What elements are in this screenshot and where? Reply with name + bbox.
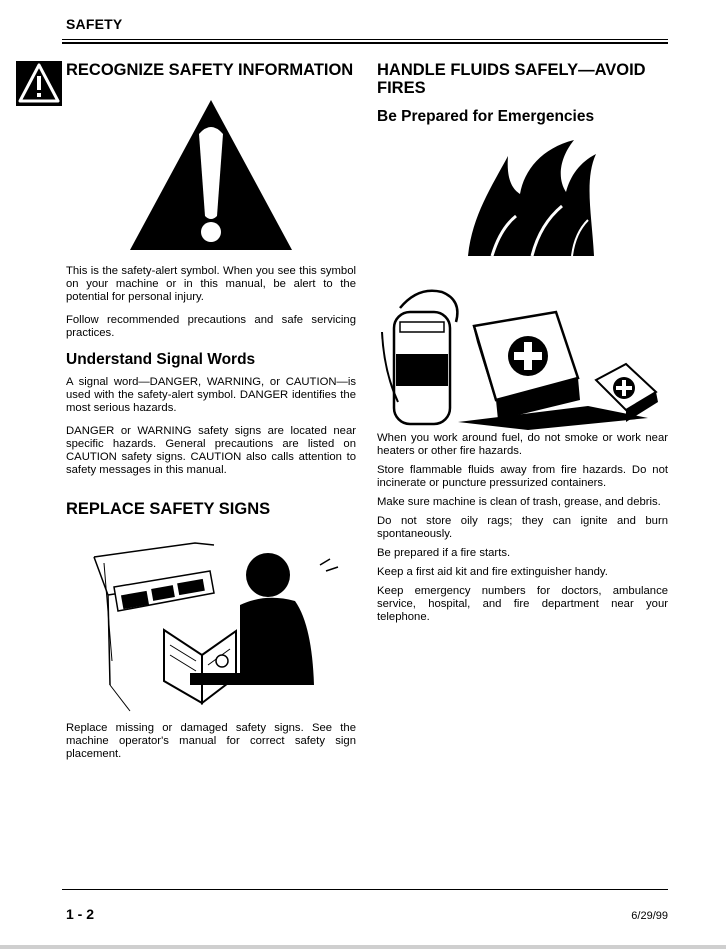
section-header: SAFETY bbox=[66, 16, 123, 32]
signal-words-para-2: DANGER or WARNING safety signs are located near specific hazards. General precautions are listed on CAUTION safety signs. CAUTION also calls attention to safety messages in this manual. bbox=[66, 425, 356, 476]
replace-signs-title: REPLACE SAFETY SIGNS bbox=[66, 500, 271, 518]
fluids-paragraphs bbox=[377, 432, 668, 624]
header-rule-thick bbox=[62, 42, 668, 44]
recognize-para-1: This is the safety-alert symbol. When you see this symbol on your machine or in this manual, be alert to the potential for personal injury. bbox=[66, 265, 356, 303]
header-rule-thin bbox=[62, 39, 668, 40]
safety-alert-icon bbox=[16, 61, 62, 106]
fluids-title-line-2: FIRES bbox=[377, 79, 426, 97]
fluids-para-1: When you work around fuel, do not smoke or work near heaters or other fire hazards. bbox=[377, 432, 668, 457]
flame-icon bbox=[462, 136, 602, 260]
signal-words-para-1: A signal word—DANGER, WARNING, or CAUTION—is used with the safety-alert symbol. DANGER identifies the most serious hazards. bbox=[66, 376, 356, 414]
fluids-para-5: Be prepared if a fire starts. bbox=[377, 547, 511, 559]
replace-signs-para: Replace missing or damaged safety signs. See the machine operator's manual for correct safety sign placement. bbox=[66, 722, 356, 760]
fluids-para-7: Keep emergency numbers for doctors, ambulance service, hospital, and fire department near your telephone. bbox=[377, 585, 668, 623]
fluids-para-6: Keep a first aid kit and fire extinguisher handy. bbox=[377, 566, 608, 578]
recognize-title: RECOGNIZE SAFETY INFORMATION bbox=[66, 61, 354, 79]
fluids-title-line-1: HANDLE FLUIDS SAFELY—AVOID bbox=[377, 61, 646, 79]
first-aid-kit-icon bbox=[378, 282, 662, 432]
warning-triangle-icon bbox=[125, 94, 297, 254]
fluids-para-3: Make sure machine is clean of trash, grease, and debris. bbox=[377, 496, 661, 508]
recognize-para-2: Follow recommended precautions and safe servicing practices. bbox=[66, 314, 356, 339]
operator-reading-manual-icon bbox=[90, 535, 340, 715]
fluids-para-4: Do not store oily rags; they can ignite and burn spontaneously. bbox=[377, 515, 668, 540]
emergencies-subtitle: Be Prepared for Emergencies bbox=[377, 108, 595, 125]
footer-rule bbox=[62, 889, 668, 890]
fire-extinguisher-icon bbox=[382, 291, 457, 424]
page-number: 1 - 2 bbox=[66, 906, 95, 922]
fluids-para-2: Store flammable fluids away from fire hazards. Do not incinerate or puncture pressurized containers. bbox=[377, 464, 668, 489]
page-edge bbox=[0, 945, 726, 949]
signal-words-title: Understand Signal Words bbox=[66, 351, 256, 368]
page-date: 6/29/99 bbox=[631, 910, 668, 922]
